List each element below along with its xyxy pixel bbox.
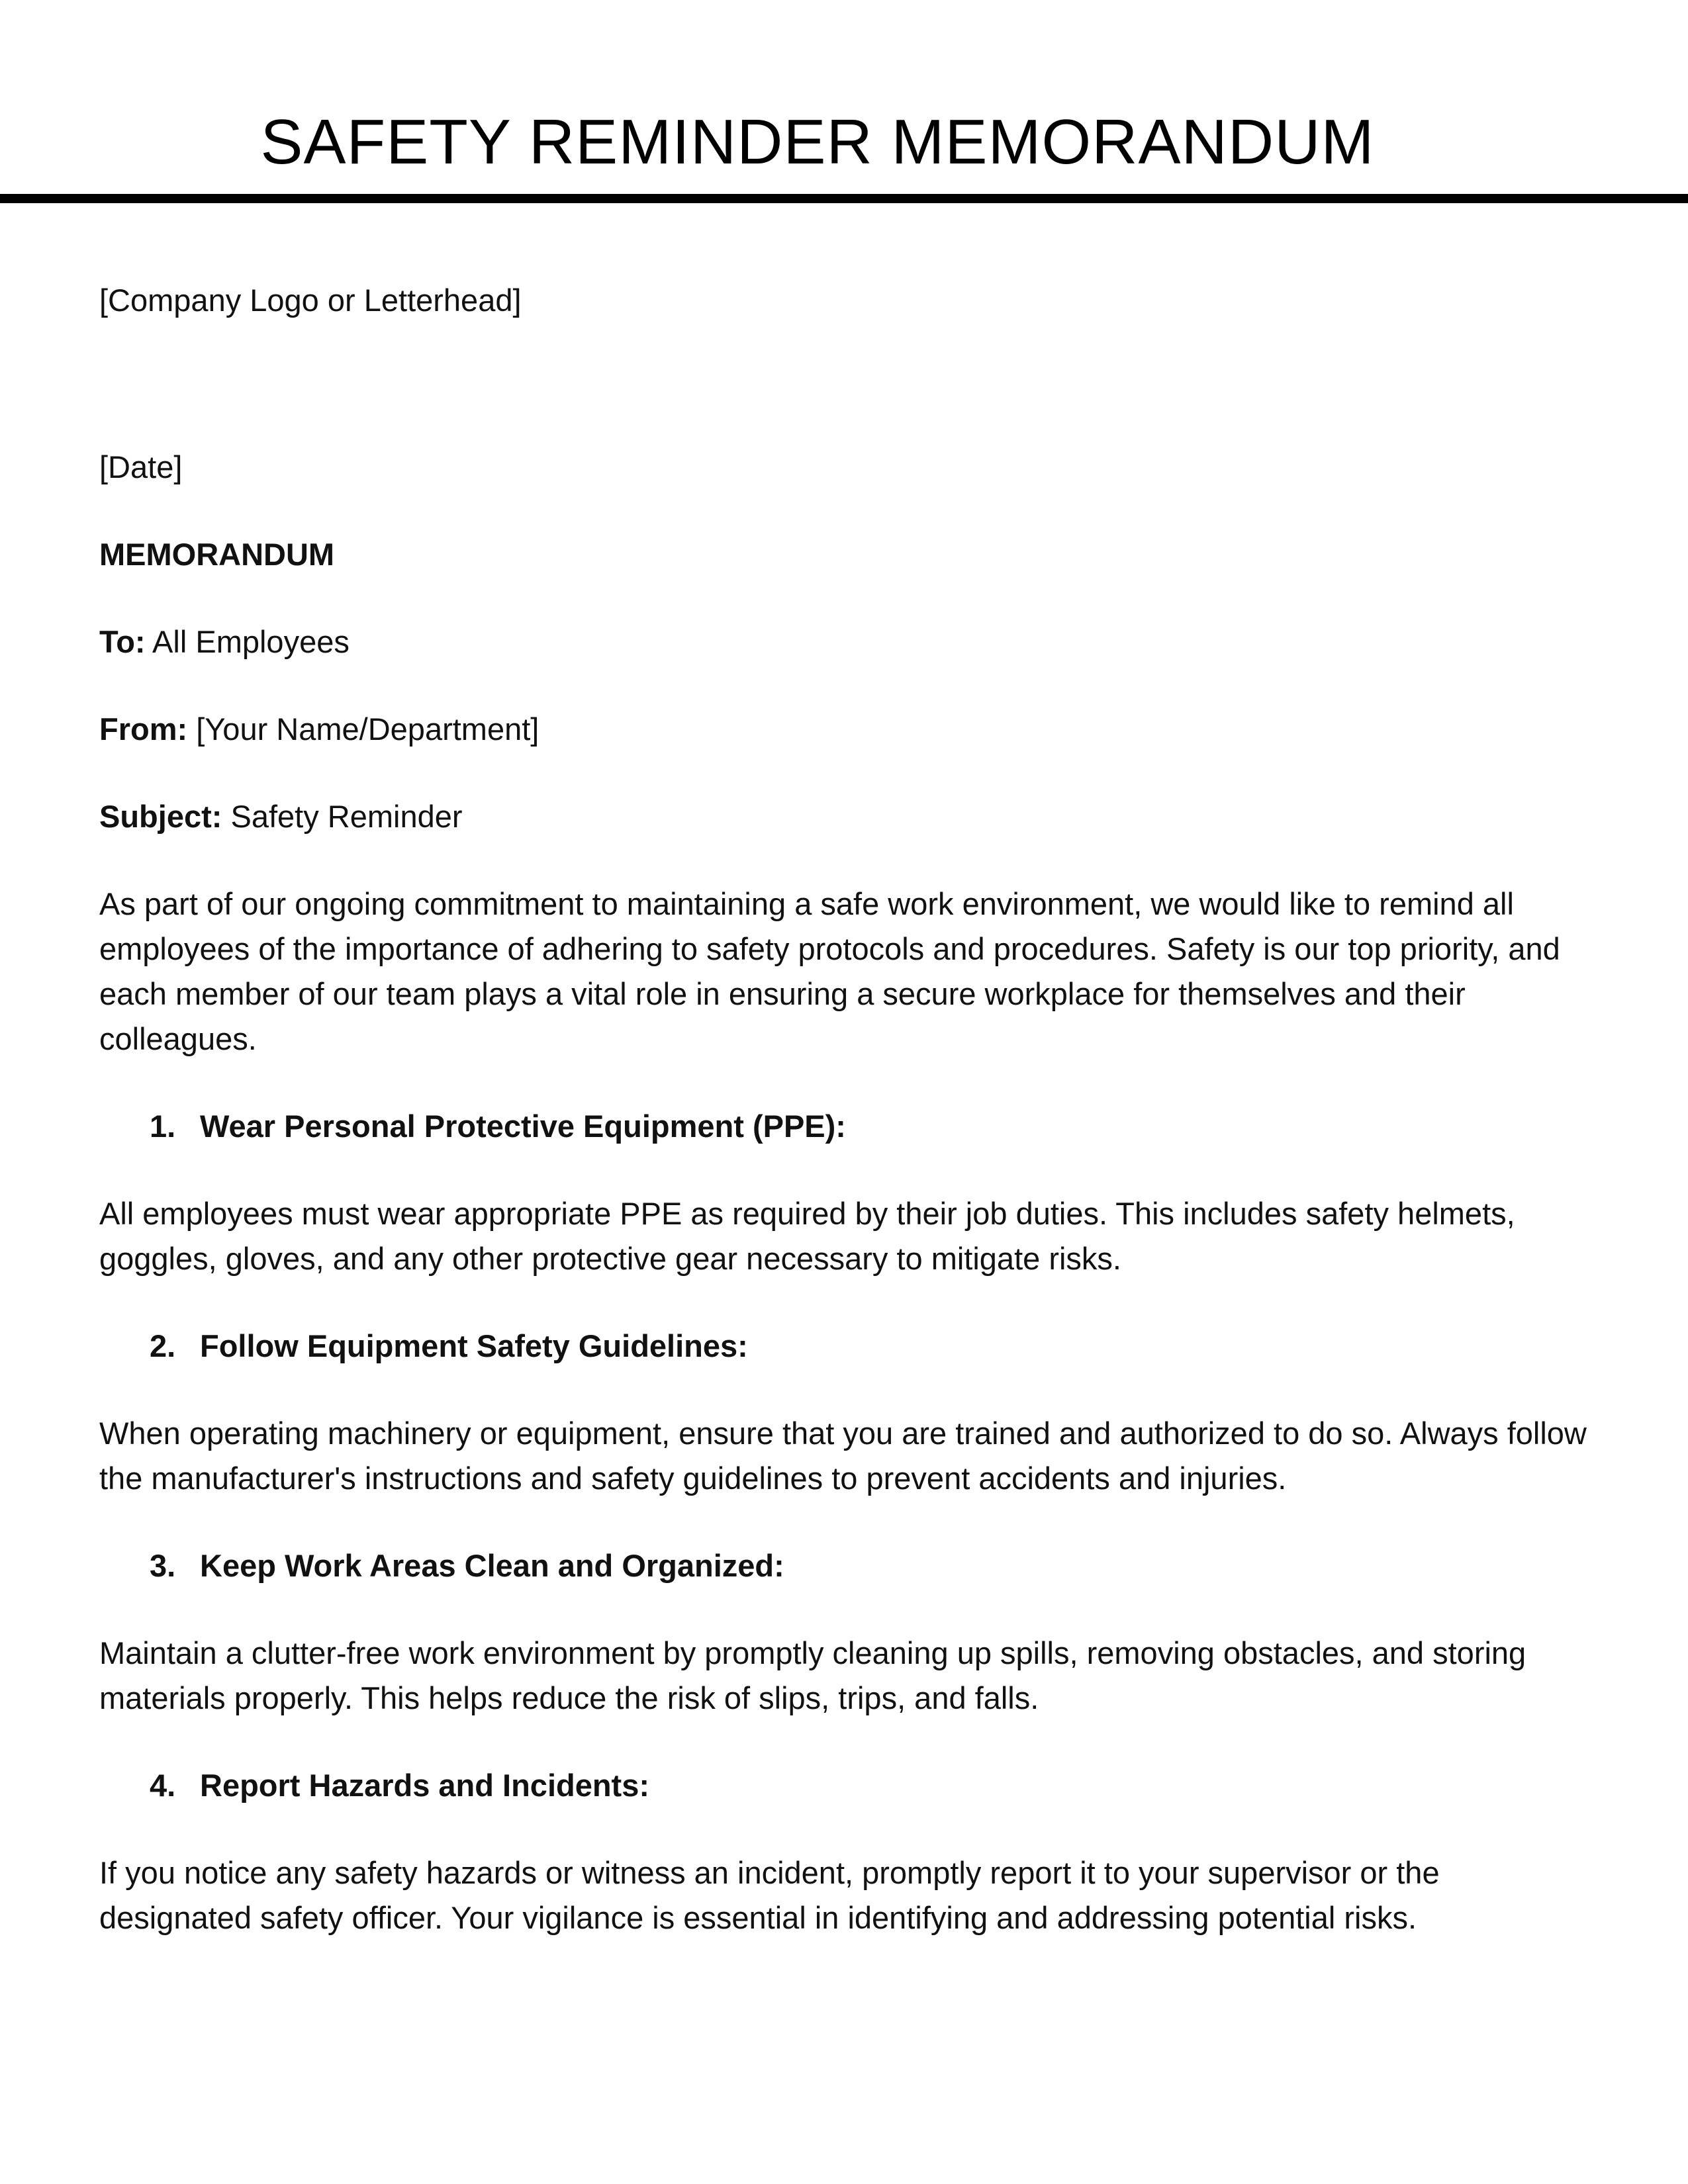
document-title: SAFETY REMINDER MEMORANDUM (260, 107, 1375, 177)
subject-label: Subject: (99, 799, 222, 834)
from-value: [Your Name/Department] (187, 711, 539, 747)
item-number: 3. (150, 1548, 176, 1583)
subject-value: Safety Reminder (222, 799, 463, 834)
from-field (99, 707, 1589, 752)
intro-paragraph: As part of our ongoing commitment to maintaining a safe work environment, we would like to remind all employees of the importance of adhering to safety protocols and procedures. Safety is our top priority, and each member of our team plays a vital role in ensuring a secure workplace for themselves and their colleagues. (99, 886, 1560, 1056)
from-label: From: (99, 711, 188, 747)
item-heading-text: Wear Personal Protective Equipment (PPE): (200, 1109, 846, 1144)
item-heading (99, 1104, 1589, 1149)
item-number: 1. (150, 1109, 176, 1144)
item-body: When operating machinery or equipment, ensure that you are trained and authorized to do so. Always follow the manufacturer's instructions and safety guidelines to prevent accidents and injuries. (99, 1416, 1587, 1496)
item-body: All employees must wear appropriate PPE as required by their job duties. This includes safety helmets, goggles, gloves, and any other protective gear necessary to mitigate risks. (99, 1196, 1515, 1276)
item-heading-text: Follow Equipment Safety Guidelines: (200, 1328, 748, 1363)
memo-body (99, 278, 1589, 1983)
subject-field (99, 794, 1589, 839)
to-field (99, 619, 1589, 664)
title-divider (0, 194, 1688, 203)
item-heading (99, 1324, 1589, 1369)
to-value: All Employees (145, 624, 350, 659)
to-label: To: (99, 624, 146, 659)
item-heading-text: Report Hazards and Incidents: (200, 1768, 649, 1803)
item-heading (99, 1763, 1589, 1808)
letterhead-placeholder: [Company Logo or Letterhead] (99, 283, 522, 318)
date-placeholder: [Date] (99, 449, 183, 484)
item-heading-text: Keep Work Areas Clean and Organized: (200, 1548, 784, 1583)
memo-label: MEMORANDUM (99, 537, 335, 572)
item-body: If you notice any safety hazards or witness an incident, promptly report it to your supervisor or the designated safety officer. Your vigilance is essential in identifying and addressing potential risks. (99, 1855, 1440, 1935)
item-body: Maintain a clutter-free work environment by promptly cleaning up spills, removing obstacles, and storing materials properly. This helps reduce the risk of slips, trips, and falls. (99, 1635, 1526, 1715)
item-number: 2. (150, 1328, 176, 1363)
item-number: 4. (150, 1768, 176, 1803)
item-heading (99, 1543, 1589, 1588)
